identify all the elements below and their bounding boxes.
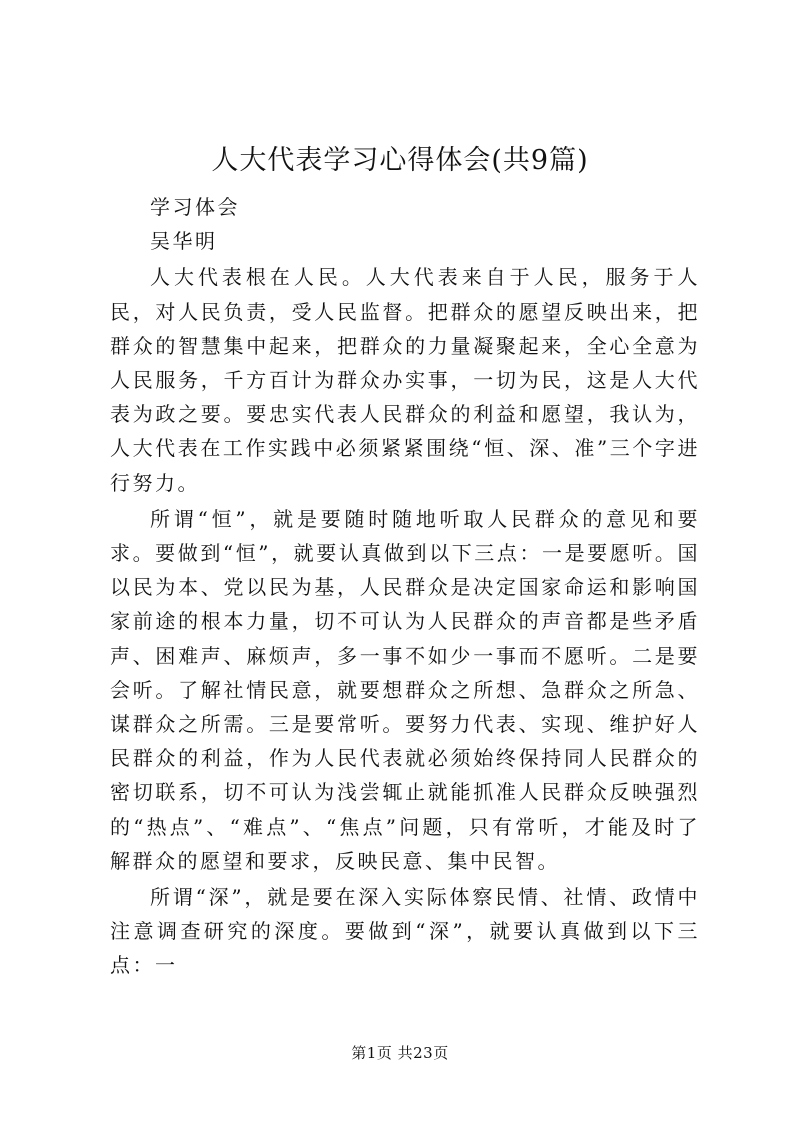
document-body [110,190,700,983]
subtitle-paragraph: 学习体会 [150,195,240,219]
body-paragraph: 所谓“恒”，就是要随时随地听取人民群众的意见和要求。要做到“恒”，就要认真做到以下三点：一是要愿听。国以民为本、党以民为基，人民群众是决定国家命运和影响国家前途的根本力量，切不可认为人民群众的声音都是些矛盾声、困难声、麻烦声，多一事不如少一事而不愿听。二是要会听。了解社情民意，就要想群众之所想、急群众之所急、谋群众之所需。三是要常听。要努力代表、实现、维护好人民群众的利益，作为人民代表就必须始终保持同人民群众的密切联系，切不可认为浅尝辄止就能抓准人民群众反映强烈的“热点”、“难点”、“焦点”问题，只有常听，才能及时了解群众的愿望和要求，反映民意、集中民智。 [110,506,700,873]
body-paragraph: 人大代表根在人民。人大代表来自于人民，服务于人民，对人民负责，受人民监督。把群众的愿望反映出来，把群众的智慧集中起来，把群众的力量凝聚起来，全心全意为人民服务，千方百计为群众办实事，一切为民，这是人大代表为政之要。要忠实代表人民群众的利益和愿望，我认为，人大代表在工作实践中必须紧紧围绕“恒、深、准”三个字进行努力。 [110,265,700,495]
author-paragraph: 吴华明 [150,229,218,254]
page-footer: 第1页 共23页 [351,1044,449,1062]
document-title: 人大代表学习心得体会(共9篇) [211,145,589,176]
body-paragraph: 所谓“深”，就是要在深入实际体察民情、社情、政情中注意调查研究的深度。要做到“深”，就要认真做到以下三点：一 [110,885,700,978]
